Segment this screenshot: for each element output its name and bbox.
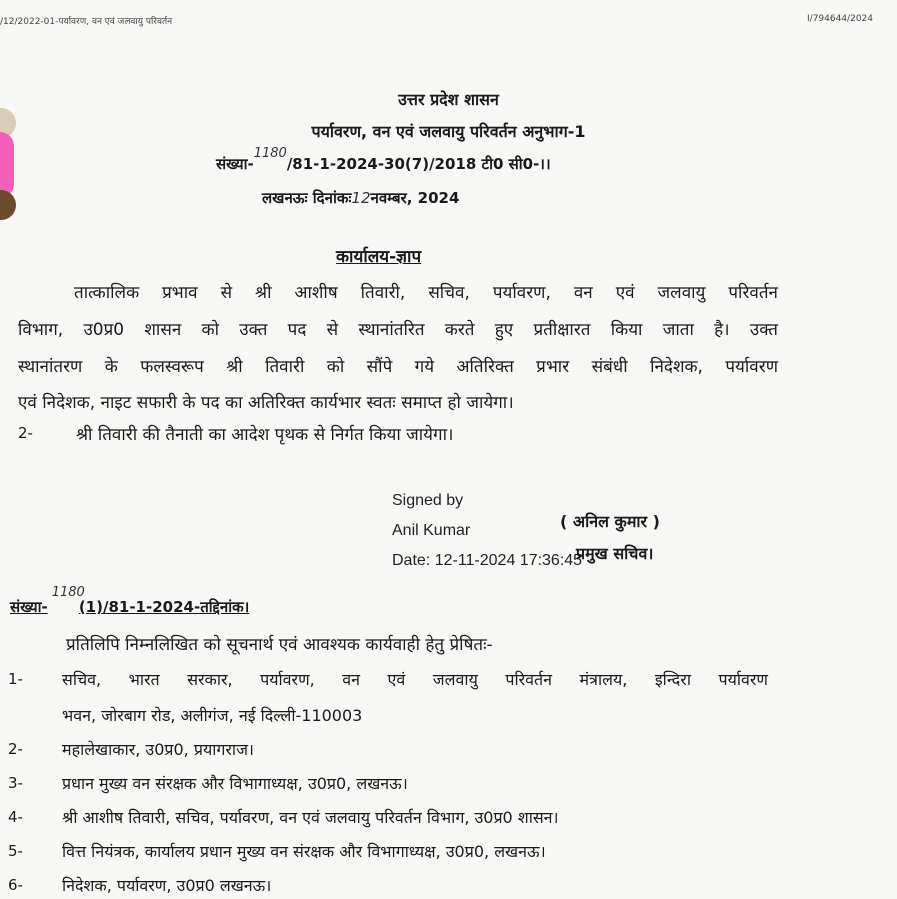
copy-item-3-text: प्रधान मुख्य वन संरक्षक और विभागाध्यक्ष, उ0प्र0, लखनऊ।: [62, 774, 408, 793]
copy-number-label: संख्या-: [10, 598, 48, 616]
binder-clip-ring: [0, 190, 16, 220]
copy-item-2-text: महालेखाकार, उ0प्र0, प्रयागराज।: [62, 740, 254, 759]
copy-item-4-number: 4-: [8, 808, 23, 826]
copy-item-4-text: श्री आशीष तिवारी, सचिव, पर्यावरण, वन एवं जलवायु परिवर्तन विभाग, उ0प्र0 शासन।: [62, 808, 559, 827]
copy-item-6-text: निदेशक, पर्यावरण, उ0प्र0 लखनऊ।: [62, 876, 272, 895]
copy-item-2-number: 2-: [8, 740, 23, 758]
copy-item-6-number: 6-: [8, 876, 23, 894]
place-date: [262, 188, 459, 208]
copy-item-1-number: 1-: [8, 670, 23, 688]
memo-para1-line1: तात्कालिक प्रभाव से श्री आशीष तिवारी, सचिव, पर्यावरण, वन एवं जलवायु परिवर्तन: [74, 283, 778, 303]
date-handwritten: 12: [351, 189, 371, 207]
memo-para1-line2: विभाग, उ0प्र0 शासन को उक्त पद से स्थानांतरित करते हुए प्रतीक्षारत किया जाता है। उक्त: [18, 320, 778, 340]
signatory-name: ( अनिल कुमार ): [560, 512, 660, 531]
copy-item-3-number: 3-: [8, 774, 23, 792]
copy-number-handwritten: 1180: [51, 585, 85, 600]
digital-signature-line2: Anil Kumar: [392, 522, 471, 539]
memo-para2-number: 2-: [18, 424, 33, 442]
digital-signature-date: Date: 12-11-2024 17:36:45: [392, 552, 583, 569]
copy-item-1-line2: भवन, जोरबाग रोड, अलीगंज, नई दिल्ली-110003: [62, 706, 363, 725]
digital-signature-line1: Signed by: [392, 492, 464, 509]
copy-item-1-line1: सचिव, भारत सरकार, पर्यावरण, वन एवं जलवायु परिवर्तन मंत्रालय, इन्दिरा पर्यावरण: [62, 670, 768, 689]
department-title: पर्यावरण, वन एवं जलवायु परिवर्तन अनुभाग-1: [311, 122, 586, 141]
order-number-rest: /81-1-2024-30(7)/2018 टी0 सी0-।।: [286, 155, 551, 173]
document-header-left: /12/2022-01-पर्यावरण, वन एवं जलवायु परिवर्तन: [0, 17, 173, 27]
order-number-label: संख्या-: [216, 155, 254, 173]
copy-number-rest: (1)/81-1-2024-तद्दिनांक।: [78, 598, 250, 616]
order-number: [216, 146, 551, 174]
govt-title: उत्तर प्रदेश शासन: [398, 90, 499, 109]
copy-item-5-text: वित्त नियंत्रक, कार्यालय प्रधान मुख्य वन संरक्षक और विभागाध्यक्ष, उ0प्र0, लखनऊ।: [62, 842, 546, 861]
copy-item-5-number: 5-: [8, 842, 23, 860]
document-header-right: I/794644/2024: [807, 14, 873, 24]
memo-para2-text: श्री तिवारी की तैनाती का आदेश पृथक से निर्गत किया जायेगा।: [76, 425, 454, 445]
copy-intro: प्रतिलिपि निम्नलिखित को सूचनार्थ एवं आवश्यक कार्यवाही हेतु प्रेषितः-: [66, 635, 493, 655]
signatory-designation: प्रमुख सचिव।: [576, 544, 654, 563]
memo-heading: कार्यालय-ज्ञाप: [336, 247, 422, 267]
memo-para1-line4: एवं निदेशक, नाइट सफारी के पद का अतिरिक्त कार्यभार स्वतः समाप्त हो जायेगा।: [18, 393, 514, 413]
memo-para1-line3: स्थानांतरण के फलस्वरूप श्री तिवारी को सौंपे गये अतिरिक्त प्रभार संबंधी निदेशक, पर्यावरण: [18, 357, 778, 377]
date-rest: नवम्बर, 2024: [370, 189, 460, 207]
copy-number: [10, 585, 250, 617]
order-number-handwritten: 1180: [253, 146, 287, 161]
place-date-label: लखनऊः दिनांकः: [262, 189, 352, 207]
